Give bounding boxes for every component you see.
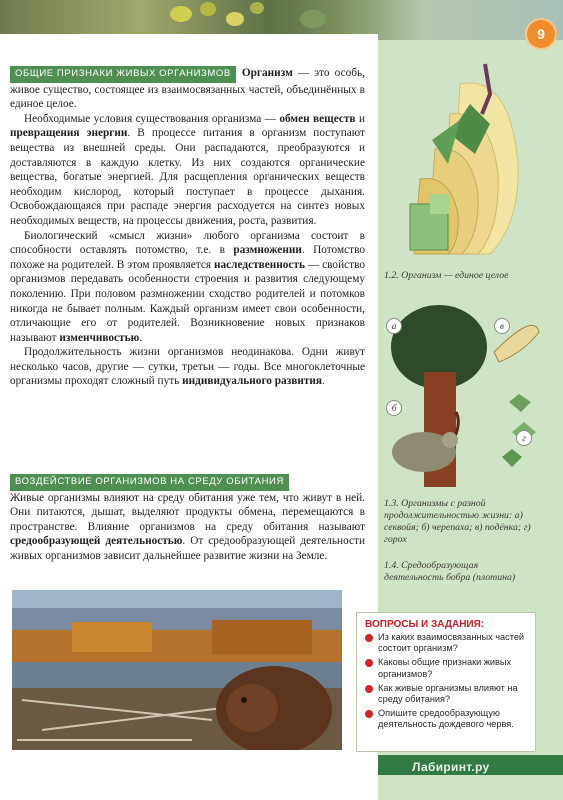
question-text: Опишите средообразующую деятельность дождевого червя.: [378, 708, 514, 730]
paragraph-text: . В процессе питания в организм поступают вещества из внешней среды. Они распадаются, преобразуются и доставляются в каждую клетку. Из них создаются органические вещества, богатые энергией. Для расщепления органических веществ необходим кислород, который поступает в процессе дыхания. Освобождающаяся при распаде энергия расходуется на синтез новых необходимых веществ, на процессы движения, роста, развития.: [10, 127, 365, 227]
paragraph-text: .: [139, 331, 143, 344]
bullet-icon: [365, 685, 373, 693]
label-a: а: [386, 318, 402, 334]
question-text: Как живые организмы влияют на среду обитания?: [378, 682, 518, 705]
paragraph-text: .: [322, 375, 325, 388]
question-item: [357, 708, 535, 733]
organisms-lifespan-illustration: [384, 292, 554, 492]
question-item: [357, 632, 535, 657]
figure-caption-1-2: 1.2. Организм — единое целое: [384, 270, 509, 281]
paragraph-text: — свойство организмов передавать особенности строения и развития следующему поколению. При половом размножении сходство родителей и потомков никогда не бывает полным. Каждый организм имеет свои особенности, отличающие его от родителей. Возникновение новых признаков называют: [10, 258, 365, 344]
label-b: б: [386, 400, 402, 416]
bullet-icon: [365, 659, 373, 667]
page-number: 9: [527, 20, 555, 48]
term-reproduction: размножении: [233, 244, 302, 257]
label-v: в: [494, 318, 510, 334]
question-text: Каковы общие признаки живых организмов?: [378, 657, 512, 679]
label-g: г: [516, 430, 532, 446]
question-item: [357, 683, 535, 708]
question-text: Из каких взаимосвязанных частей состоит организм?: [378, 632, 525, 654]
term-development: индивидуального развития: [182, 375, 323, 388]
leaf-decoration: [300, 10, 326, 28]
leaf-decoration: [170, 6, 192, 22]
questions-box: [356, 612, 536, 752]
term-environment-forming: средообразующей деятельностью: [10, 535, 183, 548]
leaf-decoration: [250, 2, 264, 14]
question-item: [357, 657, 535, 682]
paragraph-text: и: [355, 112, 365, 125]
section-heading: ВОЗДЕЙСТВИЕ ОРГАНИЗМОВ НА СРЕДУ ОБИТАНИЯ: [10, 474, 289, 491]
bullet-icon: [365, 634, 373, 642]
leaf-decoration: [200, 2, 216, 16]
leaf-decoration: [226, 12, 244, 26]
section-heading: ОБЩИЕ ПРИЗНАКИ ЖИВЫХ ОРГАНИЗМОВ: [10, 66, 236, 83]
bullet-icon: [365, 710, 373, 718]
beaver-dam-photo: [12, 590, 342, 750]
questions-title: ВОПРОСЫ И ЗАДАНИЯ:: [365, 619, 485, 630]
term-energy: превращения энергии: [10, 127, 128, 140]
term-metabolism: обмен веществ: [279, 112, 356, 125]
term-heredity: наследственность: [214, 258, 305, 271]
term-variability: изменчивостью: [59, 331, 140, 344]
figure-caption-1-3: 1.3. Организмы с разной продолжительностью жизни: а) секвойя; б) черепаха; в) подёнка; г) горох: [384, 498, 531, 545]
paragraph-text: Продолжительность жизни организмов неодинакова. Одни живут несколько часов, другие — сутки, третьи — годы. Все многоклеточные организмы проходят сложный путь: [10, 346, 365, 388]
paragraph-text: Живые организмы влияют на среду обитания уже тем, что живут в ней. Они питаются, дышат, выделяют продукты обмена, перемещаются в пространстве. Влияние организмов на среду обитания называют: [10, 491, 365, 533]
paragraph-text: Необходимые условия существования организма —: [24, 112, 280, 125]
paragraph-text: . Потомство похоже на родителей. В этом проявляется: [10, 244, 365, 271]
figure-caption-1-4: 1.4. Средообразующая деятельность бобра (плотина): [384, 560, 516, 583]
paragraph-text: Биологический «смысл жизни» любого организма состоит в способности оставлять потомство, т.е. в: [10, 229, 365, 257]
section-organism-features: [10, 66, 365, 389]
paragraph-text: . От средообразующей деятельности живых организмов зависит дальнейшее развитие жизни на Земле.: [10, 535, 365, 562]
term-organism: Организм: [241, 67, 293, 79]
section-environment-impact: [10, 474, 365, 564]
paragraph-text: — это особь, живое существо, состоящее из взаимосвязанных частей, объединённых в единое целое.: [10, 67, 365, 111]
watermark: Лабиринт.ру: [412, 760, 490, 774]
organism-layers-illustration: [390, 54, 540, 259]
